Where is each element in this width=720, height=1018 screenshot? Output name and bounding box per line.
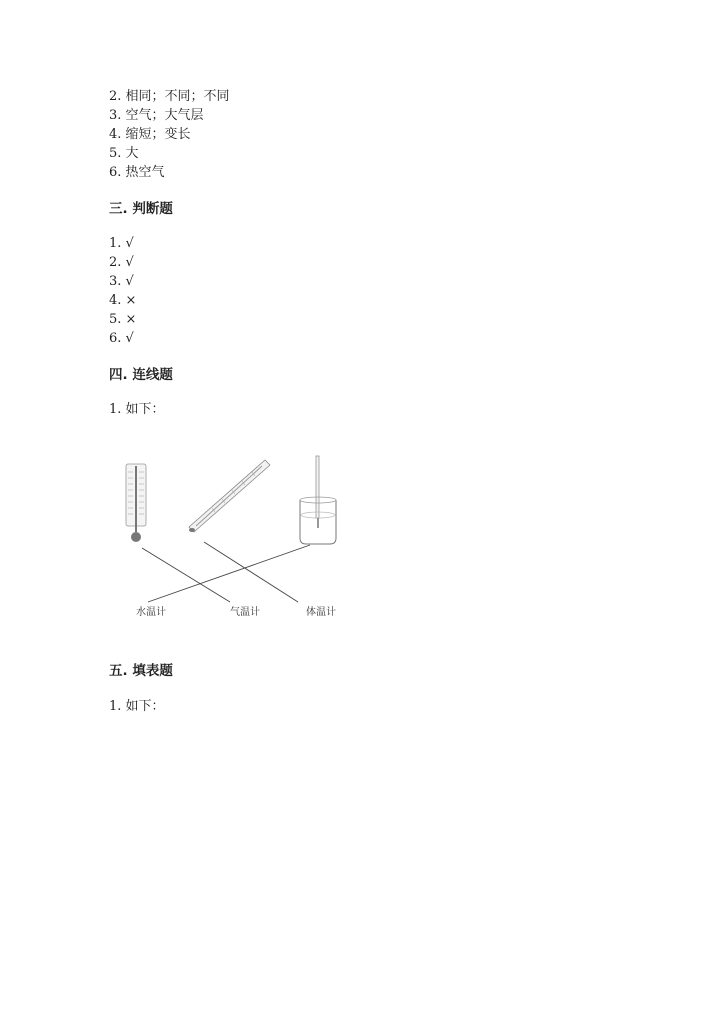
beaker-thermometer-icon (300, 456, 336, 544)
answer-line: 4. × (109, 293, 137, 308)
answer-line: 6. 热空气 (109, 165, 165, 180)
answer-line: 5. 大 (109, 146, 139, 161)
answer-line: 1. 如下： (109, 402, 165, 417)
answer-line: 5. × (109, 312, 137, 327)
answer-line: 1. √ (109, 236, 134, 251)
figure-label: 气温计 (230, 607, 260, 618)
answer-line: 6. √ (109, 331, 134, 346)
figure-label: 水温计 (136, 607, 166, 618)
section-heading-judge: 三. 判断题 (109, 201, 173, 217)
wall-thermometer-icon (126, 464, 146, 542)
match-line (142, 548, 230, 602)
match-line (148, 545, 310, 602)
match-line (204, 542, 298, 602)
answer-line: 2. 相同；不同；不同 (109, 89, 230, 104)
answer-line: 1. 如下： (109, 699, 165, 714)
answer-line: 3. 空气；大气层 (109, 108, 204, 123)
section-heading-table: 五. 填表题 (109, 663, 173, 679)
answer-line: 4. 缩短；变长 (109, 127, 191, 142)
answer-line: 3. √ (109, 274, 134, 289)
figure-label: 体温计 (306, 607, 336, 618)
answer-line: 2. √ (109, 255, 134, 270)
section-heading-matching: 四. 连线题 (109, 367, 173, 383)
clinical-thermometer-icon (189, 460, 270, 532)
thermometer-matching-figure (112, 452, 352, 622)
